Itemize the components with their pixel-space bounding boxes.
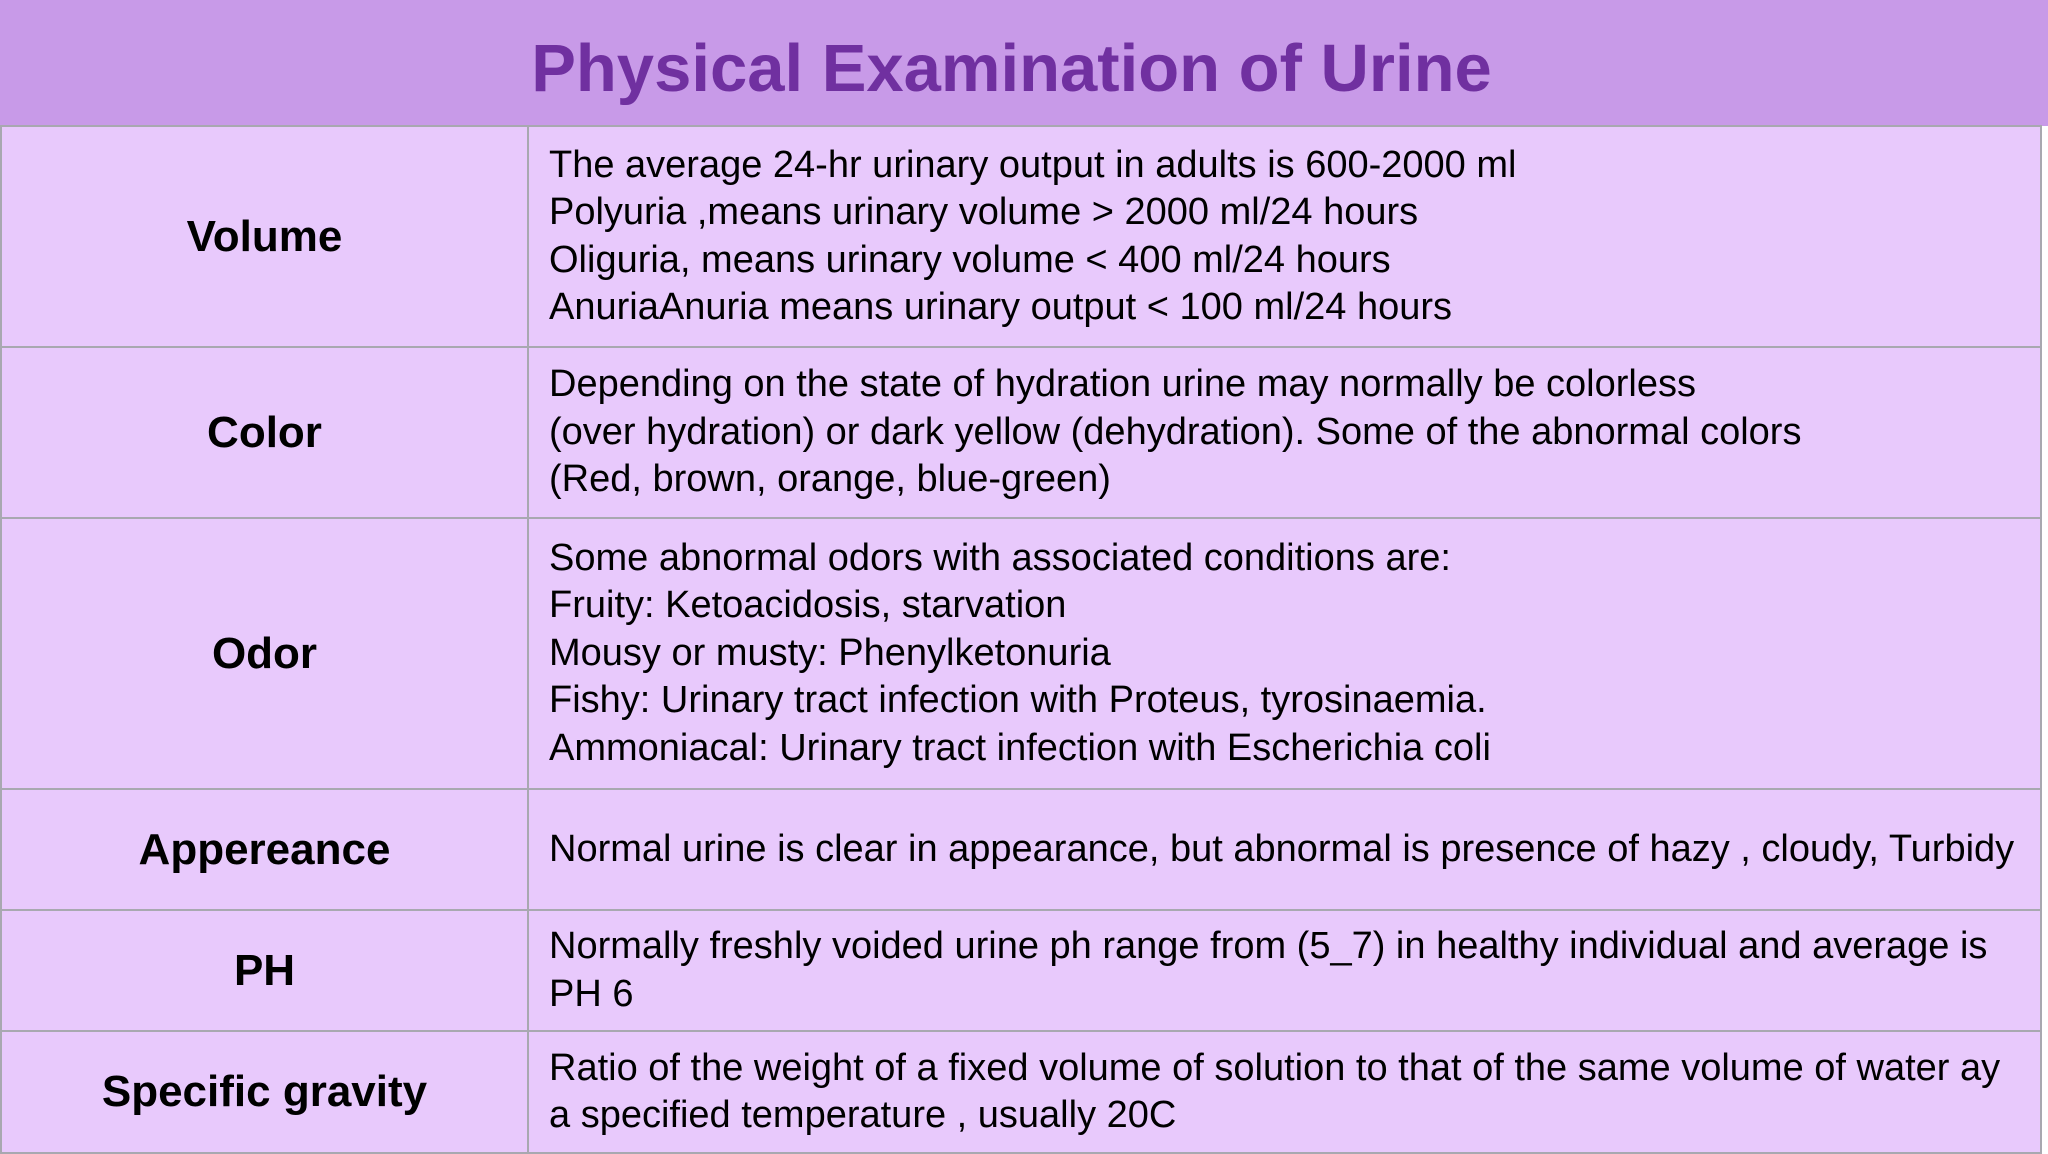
description-line: Polyuria ,means urinary volume > 2000 ml/24 hours: [549, 191, 1419, 233]
row-label: Specific gravity: [1, 1031, 528, 1153]
table-row-appereance: [1, 789, 2041, 910]
row-label: Appereance: [1, 789, 528, 910]
urine-exam-table: [0, 125, 2042, 1154]
table-row-specific-gravity: [1, 1031, 2041, 1153]
row-description: [528, 347, 2041, 518]
row-label: Odor: [1, 518, 528, 789]
description-line: (Red, brown, orange, blue-green): [549, 458, 1111, 501]
description-text: Normally freshly voided urine ph range from (5_7) in healthy individual and average is PH 6: [549, 925, 1988, 1015]
row-label: PH: [1, 910, 528, 1031]
description-line: The average 24-hr urinary output in adults is 600-2000 ml: [549, 143, 1517, 186]
description-line: (over hydration) or dark yellow (dehydration). Some of the abnormal colors: [549, 410, 1802, 453]
row-description: [528, 518, 2041, 789]
description-line: Fruity: Ketoacidosis, starvation: [549, 584, 1067, 627]
row-label: Color: [1, 347, 528, 518]
row-description: [528, 789, 2041, 910]
description-text: Ratio of the weight of a fixed volume of solution to that of the same volume of water ay a specified temperature , usually 20C: [549, 1046, 2001, 1136]
table-row-color: [1, 347, 2041, 518]
description-line: AnuriaAnuria means urinary output < 100 ml/24 hours: [549, 286, 1453, 328]
table-row-volume: [1, 126, 2041, 347]
row-description: [528, 1031, 2041, 1153]
row-description: [528, 126, 2041, 347]
table-row-ph: [1, 910, 2041, 1031]
row-label: Volume: [1, 126, 528, 347]
description-line: Mousy or musty: Phenylketonuria: [549, 631, 1111, 674]
description-line: Oliguria, means urinary volume < 400 ml/24 hours: [549, 238, 1391, 281]
description-line: Depending on the state of hydration urine may normally be colorless: [549, 363, 1696, 406]
description-line: Some abnormal odors with associated conditions are:: [549, 536, 1451, 579]
slide-title: Physical Examination of Urine: [531, 31, 1492, 106]
description-text: Normal urine is clear in appearance, but abnormal is presence of hazy , cloudy, Turbidy: [549, 827, 2015, 870]
row-description: [528, 910, 2041, 1031]
table-row-odor: [1, 518, 2041, 789]
description-line: Fishy: Urinary tract infection with Proteus, tyrosinaemia.: [549, 679, 1487, 722]
description-line: Ammoniacal: Urinary tract infection with Escherichia coli: [549, 726, 1491, 769]
